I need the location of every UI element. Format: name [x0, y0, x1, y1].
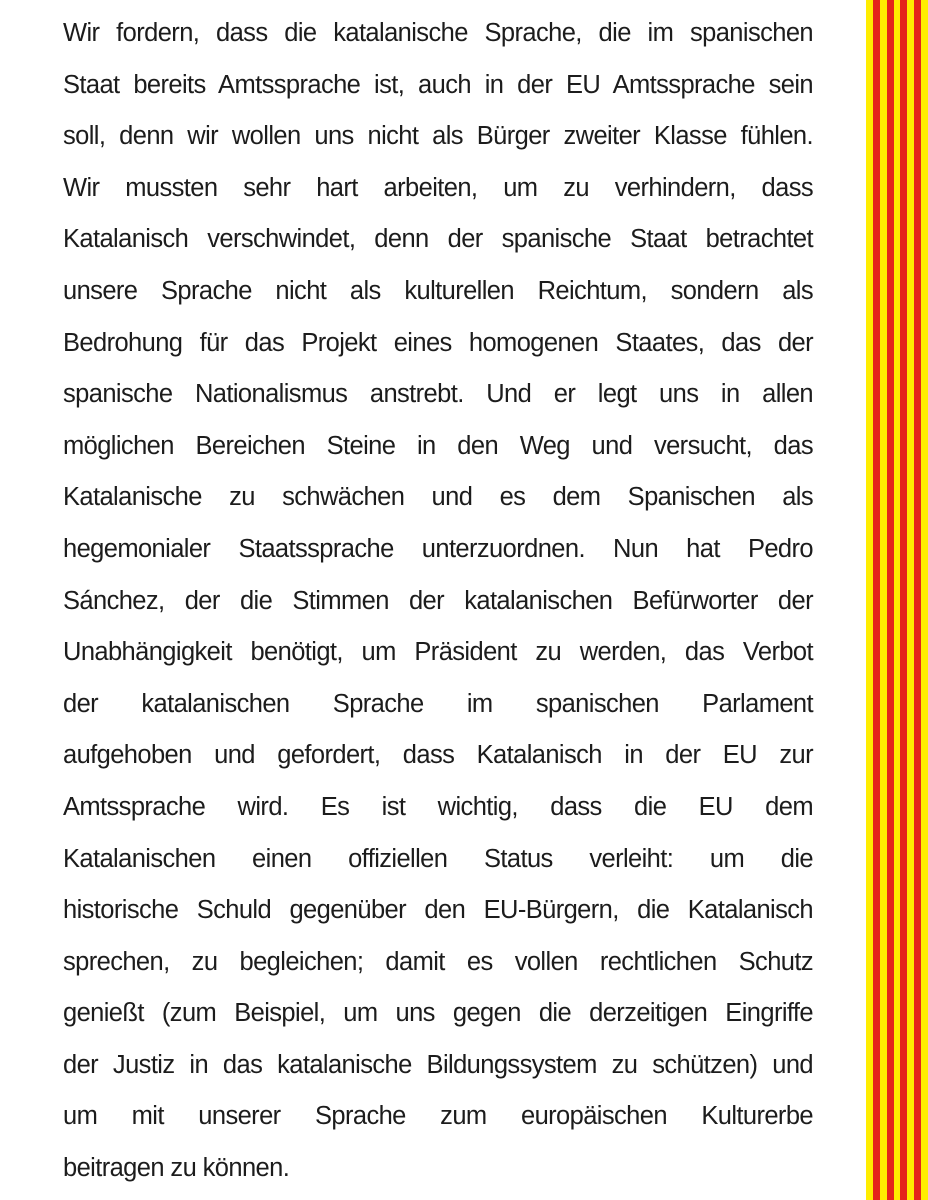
- paragraph-line: sprechen, zu begleichen; damit es vollen rechtlichen Schutz: [63, 947, 813, 976]
- paragraph-line: hegemonialer Staatssprache unterzuordnen. Nun hat Pedro: [63, 534, 813, 563]
- paragraph-line: spanische Nationalismus anstrebt. Und er legt uns in allen: [63, 380, 813, 409]
- paragraph-line: beitragen zu können.: [63, 1154, 290, 1183]
- flag-stripe: [887, 0, 894, 1200]
- paragraph-line: Katalanische zu schwächen und es dem Spanischen als: [63, 483, 813, 512]
- paragraph-line: Staat bereits Amtssprache ist, auch in der EU Amtssprache sein: [63, 70, 813, 99]
- flag-stripe: [900, 0, 907, 1200]
- paragraph-line: soll, denn wir wollen uns nicht als Bürger zweiter Klasse fühlen.: [63, 122, 813, 151]
- flag-stripe: [921, 0, 928, 1200]
- flag-stripe: [914, 0, 921, 1200]
- flag-stripe: [866, 0, 873, 1200]
- paragraph-line: um mit unserer Sprache zum europäischen Kulturerbe: [63, 1102, 813, 1131]
- paragraph-line: genießt (zum Beispiel, um uns gegen die derzeitigen Eingriffe: [63, 999, 813, 1028]
- flag-stripe: [894, 0, 901, 1200]
- paragraph-line: der katalanischen Sprache im spanischen Parlament: [63, 689, 813, 718]
- body-paragraph: [63, 8, 813, 1195]
- flag-stripe: [873, 0, 880, 1200]
- paragraph-line: der Justiz in das katalanische Bildungssystem zu schützen) und: [63, 1050, 813, 1079]
- paragraph-line: möglichen Bereichen Steine in den Weg und versucht, das: [63, 431, 813, 460]
- paragraph-line: Katalanisch verschwindet, denn der spanische Staat betrachtet: [63, 225, 813, 254]
- flag-stripe: [907, 0, 914, 1200]
- paragraph-line: Katalanischen einen offiziellen Status verleiht: um die: [63, 844, 813, 873]
- paragraph-line: unsere Sprache nicht als kulturellen Reichtum, sondern als: [63, 276, 813, 305]
- paragraph-line: Unabhängigkeit benötigt, um Präsident zu werden, das Verbot: [63, 638, 813, 667]
- paragraph-line: historische Schuld gegenüber den EU-Bürgern, die Katalanisch: [63, 896, 813, 925]
- paragraph-line: Amtssprache wird. Es ist wichtig, dass die EU dem: [63, 792, 813, 821]
- paragraph-line: Wir mussten sehr hart arbeiten, um zu verhindern, dass: [63, 173, 813, 202]
- paragraph-line: aufgehoben und gefordert, dass Katalanisch in der EU zur: [63, 741, 813, 770]
- paragraph-line: Bedrohung für das Projekt eines homogenen Staates, das der: [63, 328, 813, 357]
- paragraph-line: Sánchez, der die Stimmen der katalanischen Befürworter der: [63, 586, 813, 615]
- paragraph-line: Wir fordern, dass die katalanische Sprache, die im spanischen: [63, 19, 813, 47]
- flag-stripe: [880, 0, 887, 1200]
- catalan-flag-stripes: [866, 0, 928, 1200]
